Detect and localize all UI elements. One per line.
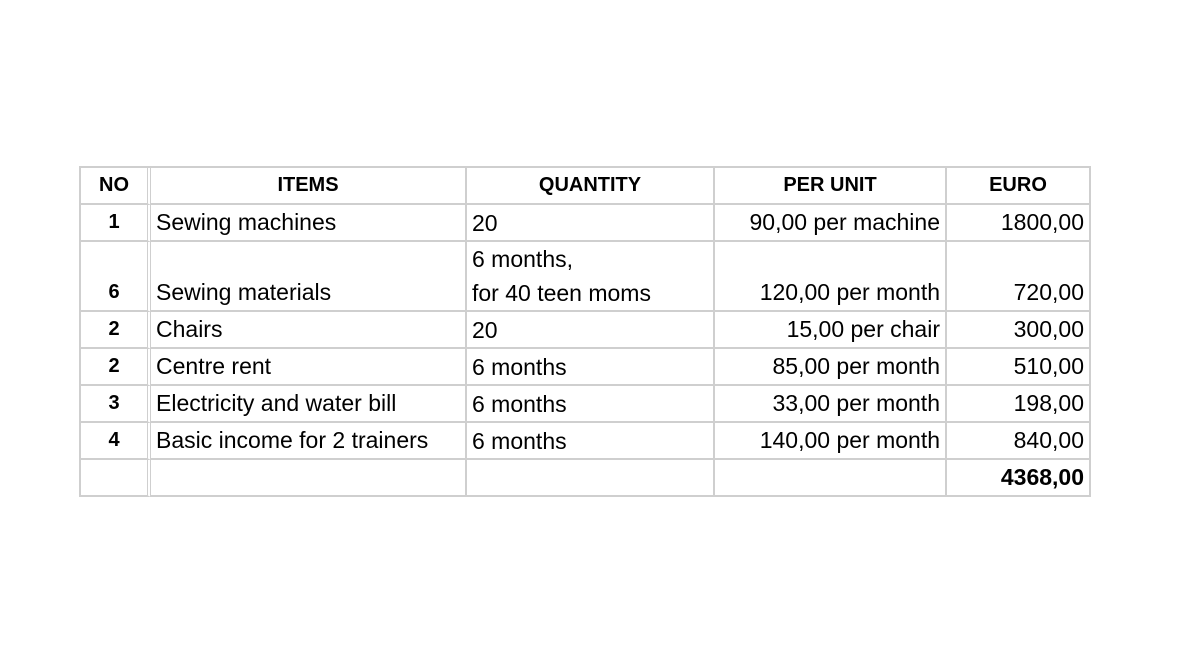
- row-quantity-line: 6 months: [472, 391, 567, 417]
- total-euro: 4368,00: [947, 460, 1091, 497]
- table-row: [81, 312, 1091, 349]
- row-item: Electricity and water bill: [151, 386, 467, 423]
- row-no: 1: [81, 205, 151, 242]
- row-per-unit: 120,00 per month: [715, 242, 947, 312]
- row-quantity-line: 6 months: [472, 354, 567, 380]
- total-quantity-cell: [467, 460, 715, 497]
- row-per-unit: 140,00 per month: [715, 423, 947, 460]
- row-euro: 198,00: [947, 386, 1091, 423]
- total-row: [81, 460, 1091, 497]
- header-euro: EURO: [947, 168, 1091, 205]
- row-euro: 510,00: [947, 349, 1091, 386]
- row-euro: 840,00: [947, 423, 1091, 460]
- row-quantity-line: 20: [472, 210, 498, 236]
- row-quantity: [467, 349, 715, 386]
- total-item-cell: [151, 460, 467, 497]
- row-no: 4: [81, 423, 151, 460]
- row-quantity: [467, 386, 715, 423]
- row-no: 2: [81, 312, 151, 349]
- row-quantity-line: 20: [472, 317, 498, 343]
- total-no-cell: [81, 460, 151, 497]
- row-euro: 300,00: [947, 312, 1091, 349]
- table-row: [81, 242, 1091, 312]
- budget-table-wrapper: [79, 166, 1091, 497]
- row-item: Basic income for 2 trainers: [151, 423, 467, 460]
- row-no: 2: [81, 349, 151, 386]
- total-per-unit-cell: [715, 460, 947, 497]
- table-row: [81, 205, 1091, 242]
- header-quantity: QUANTITY: [467, 168, 715, 205]
- budget-table: [79, 166, 1091, 497]
- row-euro: 1800,00: [947, 205, 1091, 242]
- row-item: Sewing materials: [151, 242, 467, 312]
- row-per-unit: 33,00 per month: [715, 386, 947, 423]
- row-quantity: [467, 423, 715, 460]
- row-item: Sewing machines: [151, 205, 467, 242]
- row-no: 6: [81, 242, 151, 312]
- table-row: [81, 423, 1091, 460]
- row-euro: 720,00: [947, 242, 1091, 312]
- table-row: [81, 349, 1091, 386]
- header-no: NO: [81, 168, 151, 205]
- row-quantity-line: 6 months: [472, 428, 567, 454]
- row-item: Centre rent: [151, 349, 467, 386]
- row-per-unit: 15,00 per chair: [715, 312, 947, 349]
- row-per-unit: 90,00 per machine: [715, 205, 947, 242]
- header-row: [81, 168, 1091, 205]
- row-quantity: [467, 312, 715, 349]
- header-per-unit: PER UNIT: [715, 168, 947, 205]
- row-quantity-line: for 40 teen moms: [472, 280, 651, 306]
- row-per-unit: 85,00 per month: [715, 349, 947, 386]
- row-quantity: [467, 242, 715, 312]
- row-quantity-line: 6 months,: [472, 246, 573, 272]
- table-row: [81, 386, 1091, 423]
- row-item: Chairs: [151, 312, 467, 349]
- row-no: 3: [81, 386, 151, 423]
- row-quantity: [467, 205, 715, 242]
- header-items: ITEMS: [151, 168, 467, 205]
